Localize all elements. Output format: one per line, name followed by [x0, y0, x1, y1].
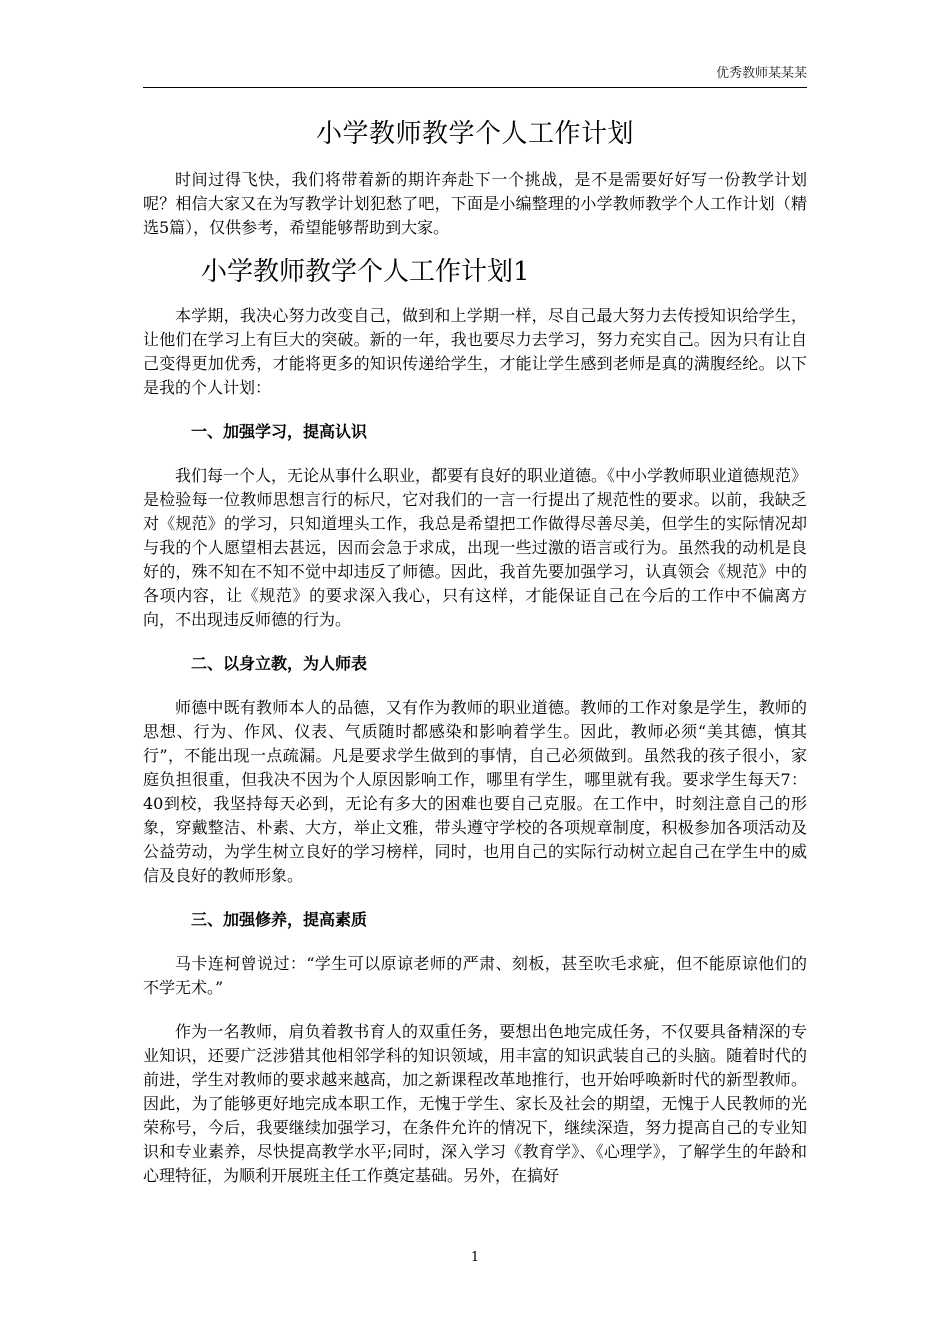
spacer — [143, 632, 807, 652]
header-divider — [143, 87, 807, 88]
part-3-paragraph: 作为一名教师，肩负着教书育人的双重任务，要想出色地完成任务，不仅要具备精深的专业知识，还要广泛涉猎其他相邻学科的知识领域，用丰富的知识武装自己的头脑。随着时代的前进，学生对教师的要求越来越高，加之新课程改革地推行，也开始呼唤新时代的新型教师。因此，为了能够更好地完成本职工作，无愧于学生、家长及社会的期望，无愧于人民教师的光荣称号，今后，我要继续加强学习，在条件允许的情况下，继续深造，努力提高自己的专业知识和专业素养，尽快提高教学水平;同时，深入学习《教育学》、《心理学》，了解学生的年龄和心理特征，为顺利开展班主任工作奠定基础。另外，在搞好 — [143, 1022, 807, 1185]
part-3-quote-paragraph: 马卡连柯曾说过：“学生可以原谅老师的严肃、刻板，甚至吹毛求疵，但不能原谅他们的不学无术。” — [143, 954, 807, 997]
section-intro-paragraph: 本学期，我决心努力改变自己，做到和上学期一样，尽自己最大努力去传授知识给学生，让他们在学习上有巨大的突破。新的一年，我也要尽力去学习，努力充实自己。因为只有让自己变得更加优秀，才能将更多的知识传递给学生，才能让学生感到老师是真的满腹经纶。以下是我的个人计划： — [143, 306, 807, 397]
part-1-paragraph: 我们每一个人，无论从事什么职业，都要有良好的职业道德。《中小学教师职业道德规范》是检验每一位教师思想言行的标尺，它对我们的一言一行提出了规范性的要求。以前，我缺乏对《规范》的学习，只知道埋头工作，我总是希望把工作做得尽善尽美，但学生的实际情况却与我的个人愿望相去甚远，因而会急于求成，出现一些过激的语言或行为。虽然我的动机是良好的，殊不知在不知不觉中却违反了师德。因此，我首先要加强学习，认真领会《规范》中的各项内容，让《规范》的要求深入我心，只有这样，才能保证自己在今后的工作中不偏离方向，不出现违反师德的行为。 — [143, 466, 808, 629]
header-author-note: 优秀教师某某某 — [715, 66, 807, 81]
spacer — [143, 932, 807, 952]
part-heading-2: 二、以身立教，为人师表 — [191, 654, 368, 673]
spacer — [143, 444, 807, 464]
spacer — [143, 156, 807, 168]
intro-paragraph: 时间过得飞快，我们将带着新的期许奔赴下一个挑战，是不是需要好好写一份教学计划呢？相信大家又在为写教学计划犯愁了吧，下面是小编整理的小学教师教学个人工作计划（精选5篇），仅供参考，希望能够帮助到大家。 — [143, 170, 807, 237]
spacer — [143, 400, 807, 420]
part-heading-3: 三、加强修养，提高素质 — [191, 910, 368, 929]
spacer — [143, 676, 807, 696]
section-title: 小学教师教学个人工作计划1 — [201, 257, 530, 287]
document-body — [143, 112, 807, 1188]
spacer — [143, 292, 807, 304]
spacer — [143, 1000, 807, 1020]
part-heading-1: 一、加强学习，提高认识 — [191, 422, 368, 441]
spacer — [143, 240, 807, 252]
part-2-paragraph: 师德中既有教师本人的品德，又有作为教师的职业道德。教师的工作对象是学生，教师的思想、行为、作风、仪表、气质随时都感染和影响着学生。因此，教师必须“美其德，慎其行”，不能出现一点疏漏。凡是要求学生做到的事情，自己必须做到。虽然我的孩子很小，家庭负担很重，但我决不因为个人原因影响工作，哪里有学生，哪里就有我。要求学生每天7：40到校，我坚持每天必到，无论有多大的困难也要自己克服。在工作中，时刻注意自己的形象，穿戴整洁、朴素、大方，举止文雅，带头遵守学校的各项规章制度，积极参加各项活动及公益劳动，为学生树立良好的学习榜样，同时，也用自己的实际行动树立起自己在学生中的威信及良好的教师形象。 — [143, 698, 807, 885]
spacer — [143, 888, 807, 908]
page-number: 1 — [470, 1250, 480, 1265]
document-title: 小学教师教学个人工作计划 — [315, 119, 634, 149]
